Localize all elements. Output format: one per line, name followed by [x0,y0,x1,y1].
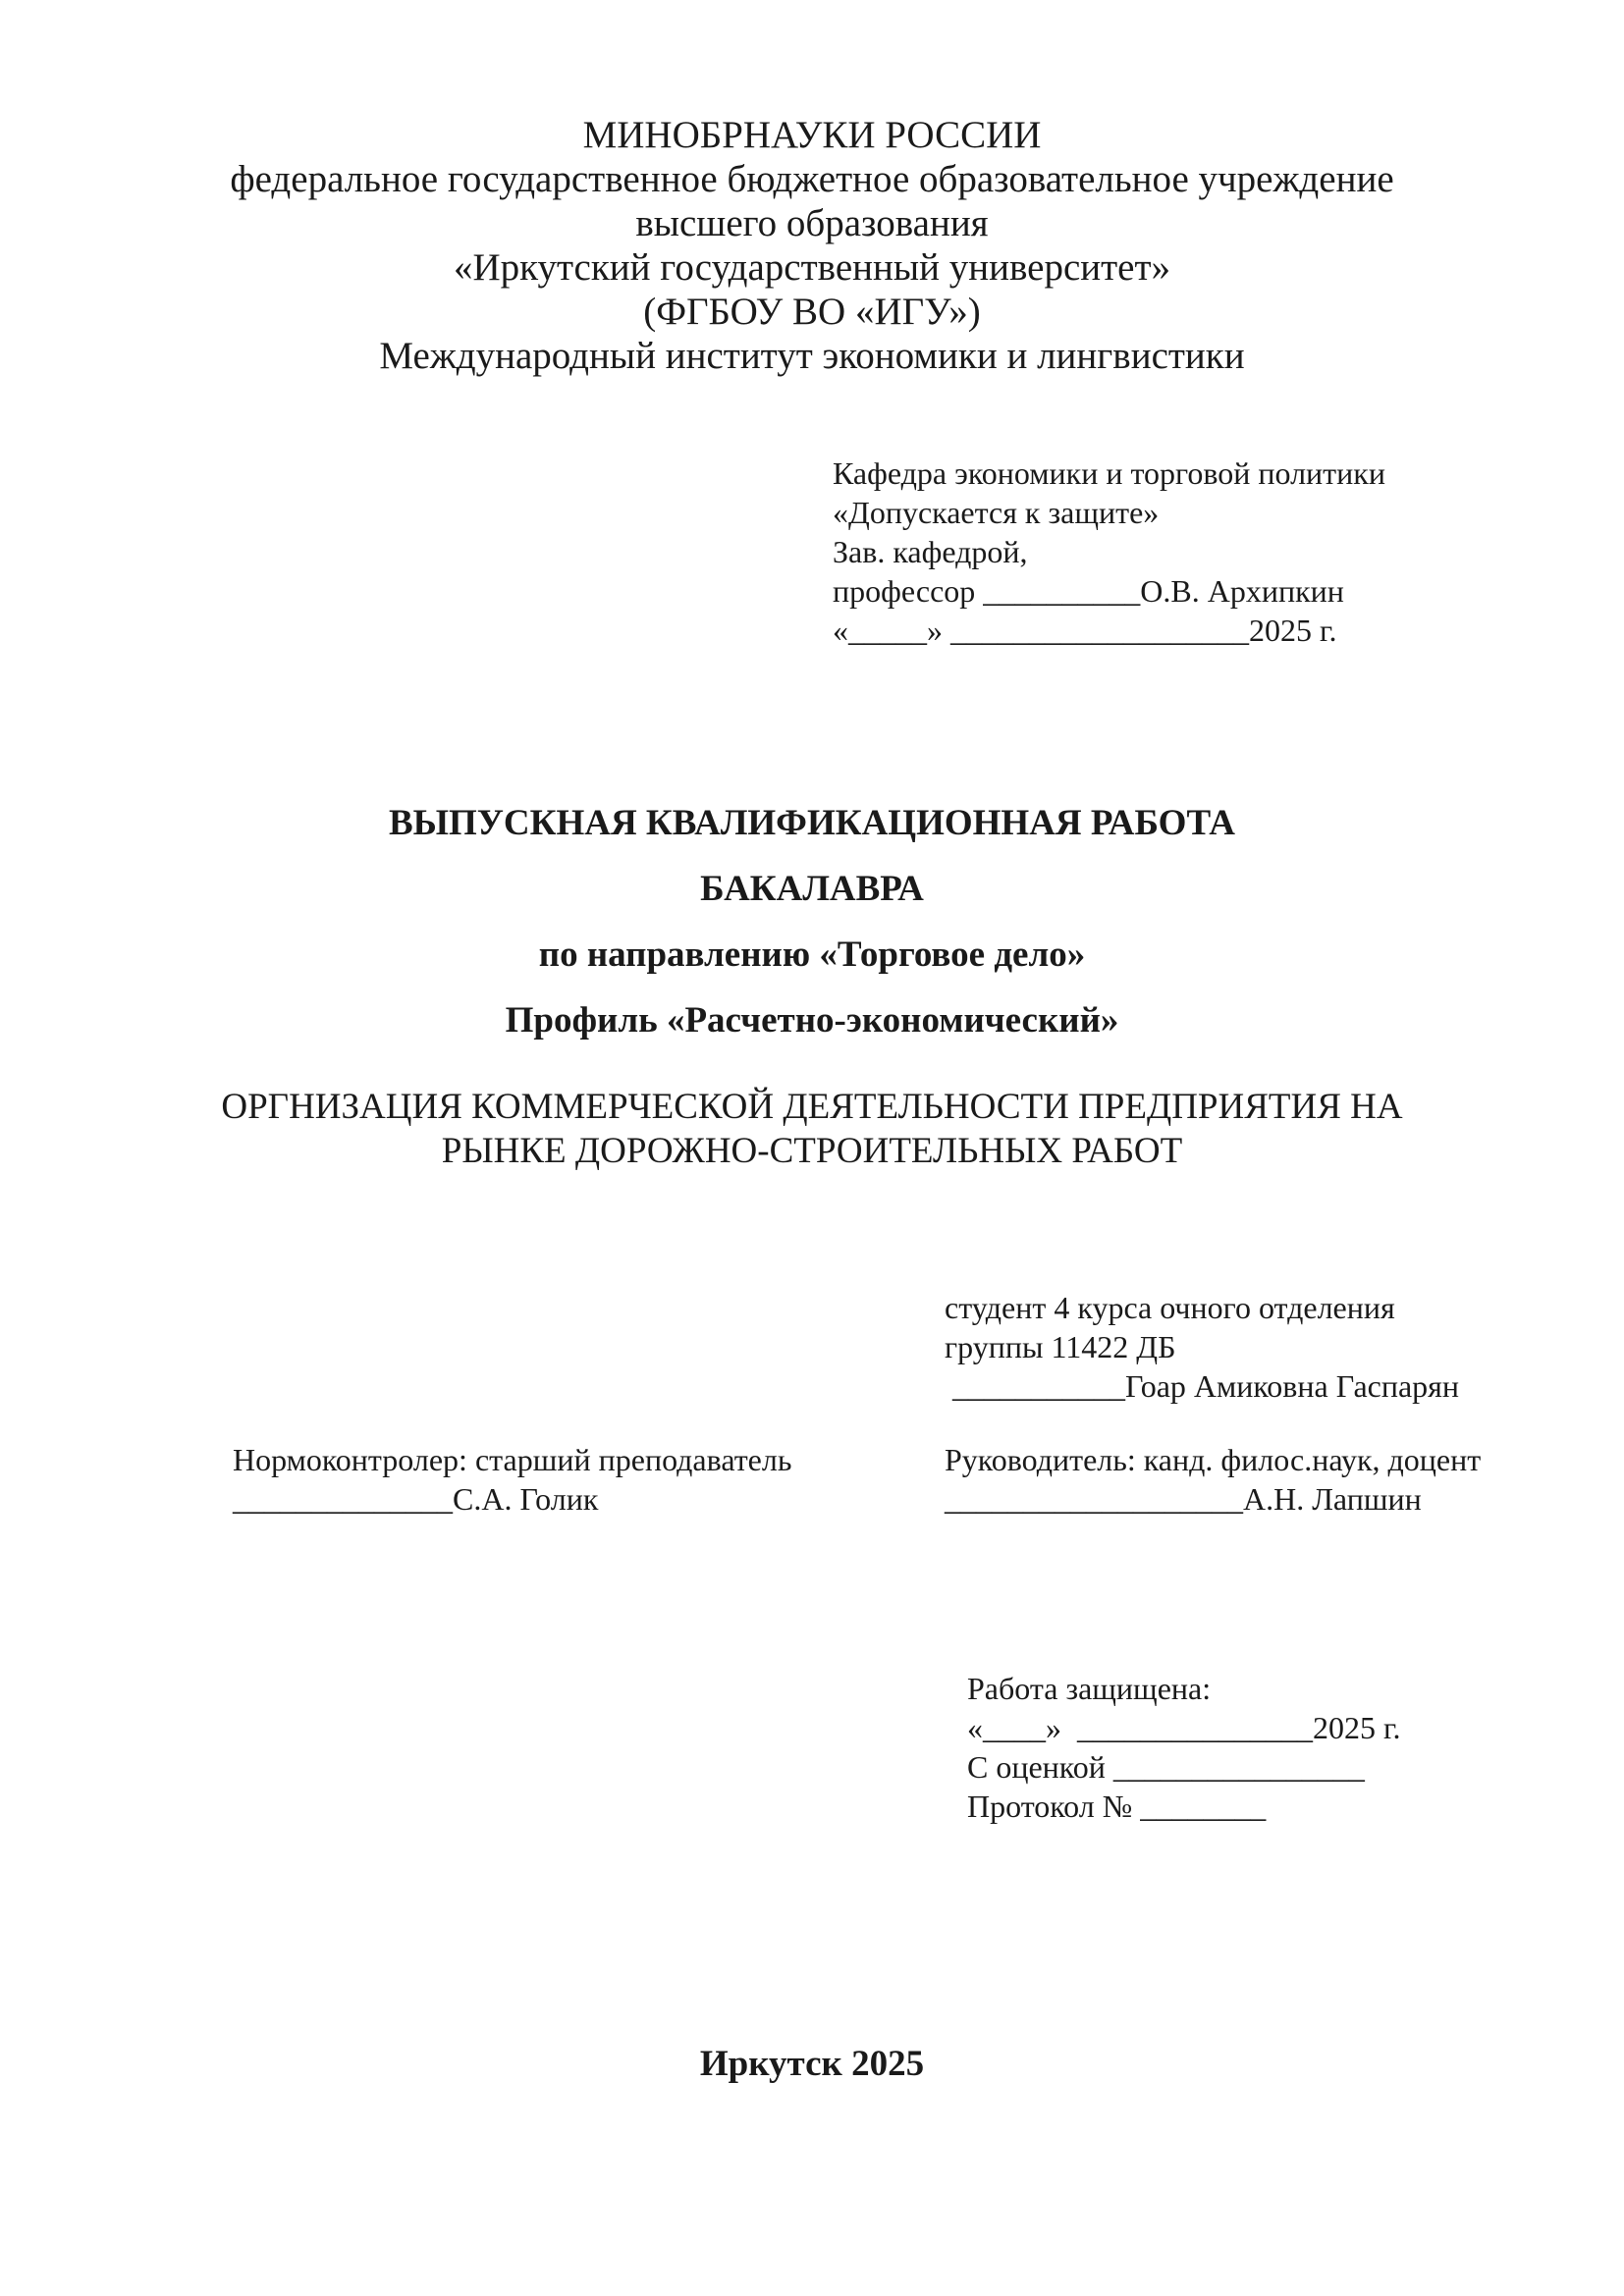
student-course: студент 4 курса очного отделения [945,1290,1395,1325]
admission-label: «Допускается к защите» [833,495,1160,530]
supervisor-signature-line: ___________________А.Н. Лапшин [945,1481,1422,1517]
defense-block [967,1669,1401,1826]
thesis-title [0,1085,1624,1173]
head-title: Зав. кафедрой, [833,534,1028,569]
student-group: группы 11422 ДБ [945,1329,1176,1364]
work-type-block [0,790,1624,1053]
study-direction: по направлению «Торговое дело» [538,934,1086,975]
supervisor-block [945,1440,1481,1519]
institute-name: Международный институт экономики и лингвистики [379,335,1245,377]
normocontroller-title: Нормоконтролер: старший преподаватель [233,1442,792,1477]
defense-date-line: «____» _______________2025 г. [967,1710,1401,1745]
study-profile: Профиль «Расчетно-экономический» [505,1000,1119,1041]
defense-status: Работа защищена: [967,1671,1212,1706]
approval-date-line: «_____» ___________________2025 г. [833,613,1337,648]
department-name: Кафедра экономики и торговой политики [833,455,1385,491]
university-abbreviation: (ФГБОУ ВО «ИГУ») [643,291,981,333]
work-type-line2: БАКАЛАВРА [700,869,924,909]
thesis-title-line2: РЫНКЕ ДОРОЖНО-СТРОИТЕЛЬНЫХ РАБОТ [441,1131,1183,1171]
admission-approval-block [833,454,1385,650]
thesis-title-line1: ОРГНИЗАЦИЯ КОММЕРЧЕСКОЙ ДЕЯТЕЛЬНОСТИ ПРЕДПРИЯТИЯ НА [221,1087,1403,1127]
institution-type: федеральное государственное бюджетное образовательное учреждение [230,158,1394,200]
education-level: высшего образования [635,202,989,244]
work-type-line1: ВЫПУСКНАЯ КВАЛИФИКАЦИОННАЯ РАБОТА [388,803,1236,843]
normocontroller-block [233,1440,791,1519]
ministry-name: МИНОБРНАУКИ РОССИИ [582,114,1042,156]
defense-protocol-line: Протокол № ________ [967,1789,1267,1824]
defense-grade-line: С оценкой ________________ [967,1749,1365,1785]
student-signature-line: ___________Гоар Амиковна Гаспарян [945,1368,1460,1404]
city-year: Иркутск 2025 [699,2044,925,2084]
student-block [945,1288,1459,1406]
head-signature-line: профессор __________О.В. Архипкин [833,573,1344,609]
supervisor-title: Руководитель: канд. филос.наук, доцент [945,1442,1482,1477]
university-name: «Иркутский государственный университет» [453,246,1171,289]
title-page-header [0,113,1624,378]
normocontroller-signature-line: ______________С.А. Голик [233,1481,599,1517]
